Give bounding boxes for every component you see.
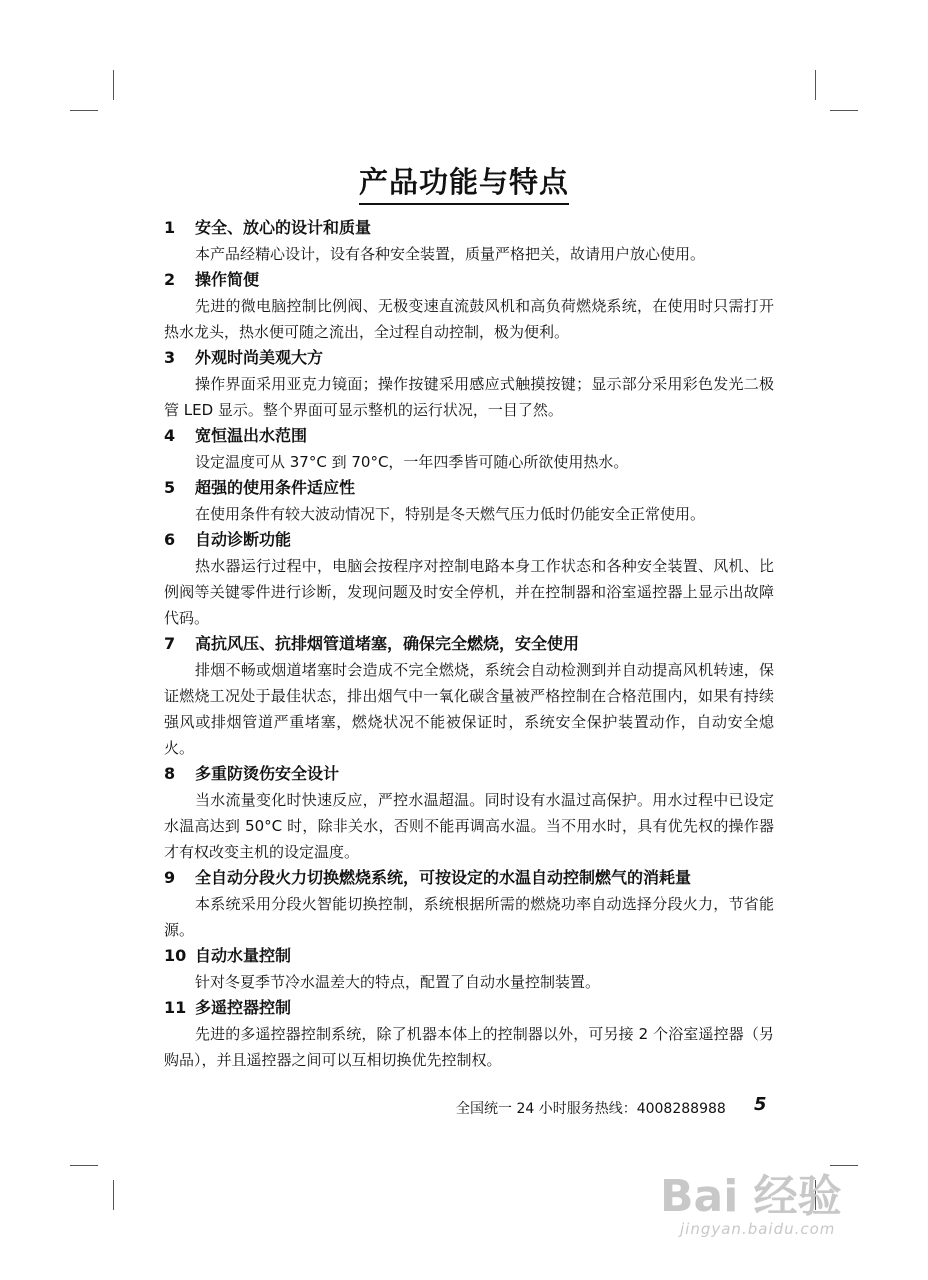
feature-description: 热水器运行过程中，电脑会按程序对控制电路本身工作状态和各种安全装置、风机、比例阀等关键零件进行诊断，发现问题及时安全停机，并在控制器和浴室遥控器上显示出故障代码。: [164, 557, 774, 627]
feature-section: [164, 345, 774, 423]
feature-description: 设定温度可从 37°C 到 70°C，一年四季皆可随心所欲使用热水。: [195, 453, 629, 471]
crop-mark: [113, 70, 114, 100]
feature-section: [164, 943, 774, 995]
crop-mark: [70, 1165, 98, 1166]
feature-number: 4: [164, 426, 176, 445]
feature-number: 6: [164, 530, 176, 549]
feature-description: 本系统采用分段火智能切换控制，系统根据所需的燃烧功率自动选择分段火力，节省能源。: [164, 895, 774, 939]
feature-number: 5: [164, 478, 176, 497]
crop-mark: [830, 110, 858, 111]
feature-section: [164, 475, 774, 527]
feature-heading-text: 外观时尚美观大方: [195, 348, 324, 367]
feature-description: 排烟不畅或烟道堵塞时会造成不完全燃烧，系统会自动检测到并自动提高风机转速，保证燃烧工况处于最佳状态，排出烟气中一氧化碳含量被严格控制在合格范围内，如果有持续强风或排烟管道严重堵塞，燃烧状况不能被保证时，系统安全保护装置动作，自动安全熄火。: [164, 661, 774, 757]
feature-heading-text: 自动诊断功能: [195, 530, 292, 549]
watermark-url: jingyan.baidu.com: [680, 1220, 836, 1238]
crop-mark: [815, 70, 816, 100]
feature-description: 在使用条件有较大波动情况下，特别是冬天燃气压力低时仍能安全正常使用。: [195, 505, 706, 523]
feature-heading: [164, 215, 774, 241]
feature-heading-text: 操作简便: [195, 270, 260, 289]
feature-heading: [164, 865, 774, 891]
feature-heading-text: 安全、放心的设计和质量: [195, 218, 372, 237]
feature-heading-text: 超强的使用条件适应性: [195, 478, 356, 497]
feature-number: 11: [164, 998, 187, 1017]
feature-section: [164, 995, 774, 1073]
feature-section: [164, 527, 774, 631]
feature-description: 先进的多遥控器控制系统，除了机器本体上的控制器以外，可另接 2 个浴室遥控器（另购品），并且遥控器之间可以互相切换优先控制权。: [164, 1025, 774, 1069]
feature-list: [164, 215, 774, 1073]
feature-section: [164, 631, 774, 761]
feature-description: 本产品经精心设计，设有各种安全装置，质量严格把关，故请用户放心使用。: [195, 245, 706, 263]
feature-section: [164, 865, 774, 943]
feature-description: 针对冬夏季节冷水温差大的特点，配置了自动水量控制装置。: [195, 973, 601, 991]
feature-heading-text: 多重防烫伤安全设计: [195, 764, 340, 783]
feature-number: 7: [164, 634, 176, 653]
crop-mark: [113, 1180, 114, 1210]
feature-heading: [164, 423, 774, 449]
page-title: [0, 160, 928, 205]
feature-heading-text: 高抗风压、抗排烟管道堵塞，确保完全燃烧，安全使用: [195, 634, 580, 653]
feature-number: 8: [164, 764, 176, 783]
feature-section: [164, 761, 774, 865]
feature-heading: [164, 527, 774, 553]
feature-heading: [164, 943, 774, 969]
feature-number: 10: [164, 946, 187, 965]
feature-description: 当水流量变化时快速反应，严控水温超温。同时设有水温过高保护。用水过程中已设定水温高达到 50°C 时，除非关水，否则不能再调高水温。当不用水时，具有优先权的操作器才有权改变主机的设定温度。: [164, 791, 774, 861]
feature-number: 9: [164, 868, 176, 887]
feature-description: 先进的微电脑控制比例阀、无极变速直流鼓风机和高负荷燃烧系统，在使用时只需打开热水龙头，热水便可随之流出，全过程自动控制，极为便利。: [164, 297, 774, 341]
feature-heading: [164, 475, 774, 501]
feature-description: 操作界面采用亚克力镜面；操作按键采用感应式触摸按键；显示部分采用彩色发光二极管 LED 显示。整个界面可显示整机的运行状况，一目了然。: [164, 375, 774, 419]
feature-heading: [164, 631, 774, 657]
feature-number: 2: [164, 270, 176, 289]
feature-section: [164, 215, 774, 267]
feature-heading-text: 多遥控器控制: [195, 998, 292, 1017]
feature-heading: [164, 761, 774, 787]
page-number: 5: [754, 1094, 767, 1115]
feature-section: [164, 423, 774, 475]
watermark-logo: Bai 经验: [660, 1171, 842, 1222]
crop-mark: [70, 110, 98, 111]
feature-heading-text: 自动水量控制: [195, 946, 292, 965]
feature-number: 1: [164, 218, 176, 237]
feature-section: [164, 267, 774, 345]
feature-number: 3: [164, 348, 176, 367]
feature-heading: [164, 995, 774, 1021]
feature-heading: [164, 267, 774, 293]
feature-heading-text: 全自动分段火力切换燃烧系统，可按设定的水温自动控制燃气的消耗量: [195, 868, 692, 887]
feature-heading-text: 宽恒温出水范围: [195, 426, 308, 445]
service-hotline: 全国统一 24 小时服务热线：4008288988: [456, 1101, 726, 1117]
feature-heading: [164, 345, 774, 371]
page-title-text: 产品功能与特点: [359, 160, 569, 205]
